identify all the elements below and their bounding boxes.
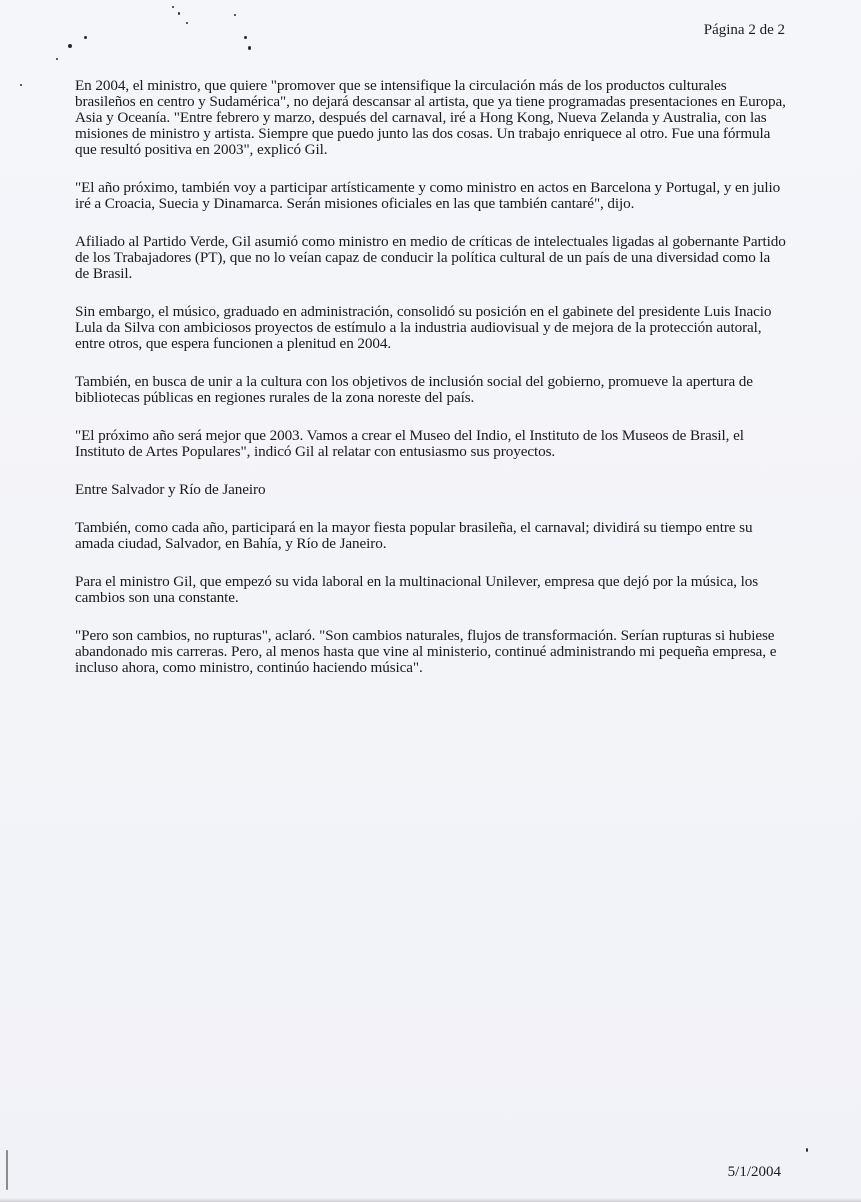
scan-speck <box>56 58 58 60</box>
paragraph: "Pero son cambios, no rupturas", aclaró. "Son cambios naturales, flujos de transformación. Serían rupturas si hubiese abandonado mis carreras. Pero, al menos hasta que vine al ministerio, continué administrando mi pequeña empresa, e incluso ahora, como ministro, continúo haciendo música". <box>75 627 777 676</box>
paragraph: También, como cada año, participará en la mayor fiesta popular brasileña, el carnaval; dividirá su tiempo entre su amada ciudad, Salvador, en Bahía, y Río de Janeiro. <box>75 519 753 552</box>
scan-speck <box>172 6 174 8</box>
paragraph: "El próximo año será mejor que 2003. Vamos a crear el Museo del Indio, el Instituto de los Museos de Brasil, el Instituto de Artes Populares", indicó Gil al relatar con entusiasmo sus proyectos. <box>75 427 744 460</box>
scan-speck <box>244 36 247 39</box>
scan-speck <box>248 46 251 50</box>
footer-date: 5/1/2004 <box>727 1164 781 1180</box>
paragraph: Afiliado al Partido Verde, Gil asumió como ministro en medio de críticas de intelectuales ligadas al gobernante Partido de los Trabajadores (PT), que no lo veían capaz de conducir la política cultural de un país de una diversidad como la de Brasil. <box>75 233 786 282</box>
scan-speck <box>6 1150 8 1190</box>
article-body <box>75 78 787 698</box>
paragraph: También, en busca de unir a la cultura con los objetivos de inclusión social del gobierno, promueve la apertura de bibliotecas públicas en regiones rurales de la zona noreste del país. <box>75 373 753 406</box>
paragraph: Sin embargo, el músico, graduado en administración, consolidó su posición en el gabinete del presidente Luis Inacio Lula da Silva con ambiciosos proyectos de estímulo a la industria audiovisual y de mejora de la protección autoral, entre otros, que espera funcionen a plenitud en 2004. <box>75 303 772 352</box>
scan-speck <box>20 84 22 86</box>
scan-speck <box>186 22 188 24</box>
scan-speck <box>84 36 87 39</box>
scan-speck <box>806 1148 808 1152</box>
paragraph: En 2004, el ministro, que quiere "promover que se intensifique la circulación más de los productos culturales brasileños en centro y Sudamérica", no dejará descansar al artista, que ya tiene programadas presentaciones en Europa, Asia y Oceanía. "Entre febrero y marzo, después del carnaval, iré a Hong Kong, Nueva Zelanda y Australia, con las misiones de ministro y artista. Siempre que puedo junto las dos cosas. Un trabajo enriquece al otro. Fue una fórmula que resultó positiva en 2003", explicó Gil. <box>75 77 786 158</box>
section-subheading: Entre Salvador y Río de Janeiro <box>75 481 266 498</box>
paragraph: Para el ministro Gil, que empezó su vida laboral en la multinacional Unilever, empresa que dejó por la música, los cambios son una constante. <box>75 573 759 606</box>
scan-speck <box>68 44 72 48</box>
scan-speck <box>234 14 236 16</box>
scan-bottom-edge <box>0 1198 861 1202</box>
paragraph: "El año próximo, también voy a participar artísticamente y como ministro en actos en Barcelona y Portugal, y en julio iré a Croacia, Suecia y Dinamarca. Serán misiones oficiales en las que también cantaré", dijo. <box>75 179 781 212</box>
scan-speck <box>178 12 180 15</box>
page-number: Página 2 de 2 <box>703 22 785 38</box>
